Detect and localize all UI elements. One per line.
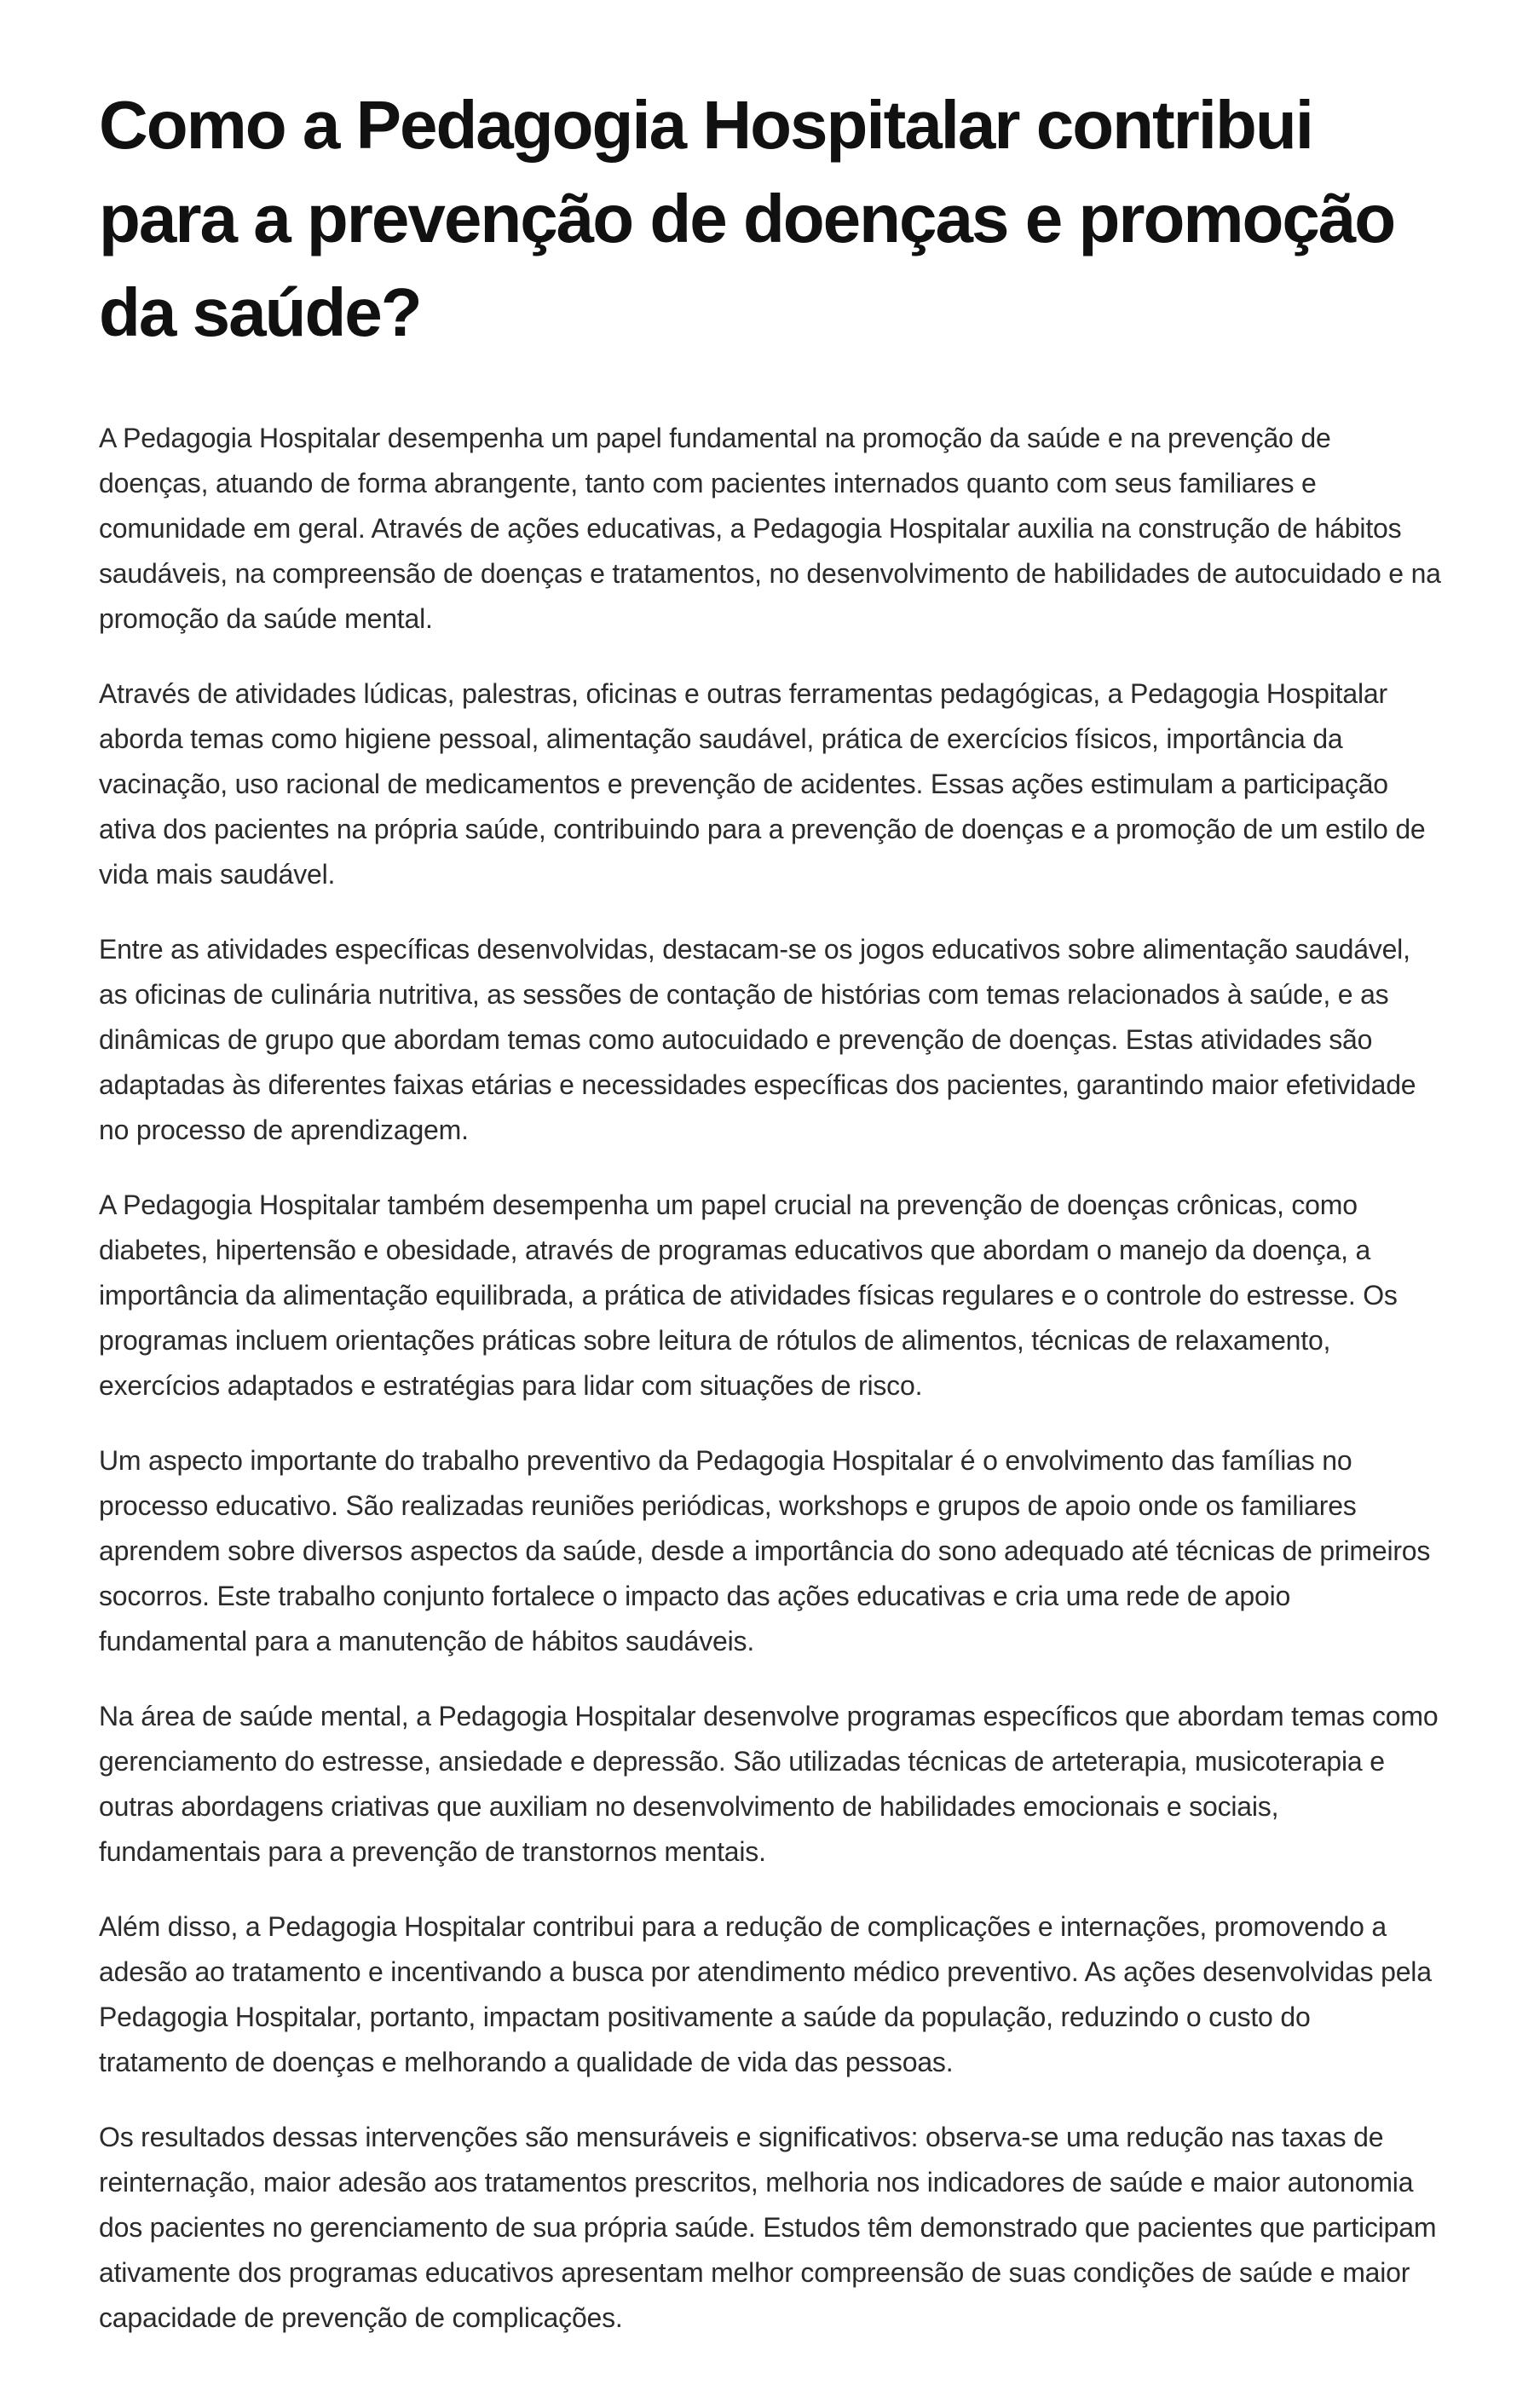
paragraph-8: Os resultados dessas intervenções são mensuráveis e significativos: observa-se uma redução nas taxas de reinternação, maior adesão aos tratamentos prescritos, melhoria nos indicadores de saúde e maior autonomia dos pacientes no gerenciamento de sua própria saúde. Estudos têm demonstrado que pacientes que participam ativamente dos programas educativos apresentam melhor compreensão de suas condições de saúde e maior capacidade de prevenção de complicações. [99,2122,1437,2333]
paragraph-2: Através de atividades lúdicas, palestras, oficinas e outras ferramentas pedagógicas, a Pedagogia Hospitalar aborda temas como higiene pessoal, alimentação saudável, prática de exercícios físicos, importância da vacinação, uso racional de medicamentos e prevenção de acidentes. Essas ações estimulam a participação ativa dos pacientes na própria saúde, contribuindo para a prevenção de doenças e a promoção de um estilo de vida mais saudável. [99,678,1426,890]
paragraph-4: A Pedagogia Hospitalar também desempenha um papel crucial na prevenção de doenças crônicas, como diabetes, hipertensão e obesidade, através de programas educativos que abordam o manejo da doença, a importância da alimentação equilibrada, a prática de atividades físicas regulares e o controle do estresse. Os programas incluem orientações práticas sobre leitura de rótulos de alimentos, técnicas de relaxamento, exercícios adaptados e estratégias para lidar com situações de risco. [99,1190,1398,1401]
article [99,78,1445,2341]
paragraph-5: Um aspecto importante do trabalho preventivo da Pedagogia Hospitalar é o envolvimento das famílias no processo educativo. São realizadas reuniões periódicas, workshops e grupos de apoio onde os familiares aprendem sobre diversos aspectos da saúde, desde a importância do sono adequado até técnicas de primeiros socorros. Este trabalho conjunto fortalece o impacto das ações educativas e cria uma rede de apoio fundamental para a manutenção de hábitos saudáveis. [99,1445,1431,1656]
paragraph-3: Entre as atividades específicas desenvolvidas, destacam-se os jogos educativos sobre alimentação saudável, as oficinas de culinária nutritiva, as sessões de contação de histórias com temas relacionados à saúde, e as dinâmicas de grupo que abordam temas como autocuidado e prevenção de doenças. Estas atividades são adaptadas às diferentes faixas etárias e necessidades específicas dos pacientes, garantindo maior efetividade no processo de aprendizagem. [99,934,1416,1145]
paragraph-6: Na área de saúde mental, a Pedagogia Hospitalar desenvolve programas específicos que abordam temas como gerenciamento do estresse, ansiedade e depressão. São utilizadas técnicas de arteterapia, musicoterapia e outras abordagens criativas que auxiliam no desenvolvimento de habilidades emocionais e sociais, fundamentais para a prevenção de transtornos mentais. [99,1701,1439,1867]
article-title: Como a Pedagogia Hospitalar contribui para a prevenção de doenças e promoção da saúde? [99,87,1395,350]
paragraph-1: A Pedagogia Hospitalar desempenha um papel fundamental na promoção da saúde e na prevenção de doenças, atuando de forma abrangente, tanto com pacientes internados quanto com seus familiares e comunidade em geral. Através de ações educativas, a Pedagogia Hospitalar auxilia na construção de hábitos saudáveis, na compreensão de doenças e tratamentos, no desenvolvimento de habilidades de autocuidado e na promoção da saúde mental. [99,423,1441,634]
paragraph-7: Além disso, a Pedagogia Hospitalar contribui para a redução de complicações e internações, promovendo a adesão ao tratamento e incentivando a busca por atendimento médico preventivo. As ações desenvolvidas pela Pedagogia Hospitalar, portanto, impactam positivamente a saúde da população, reduzindo o custo do tratamento de doenças e melhorando a qualidade de vida das pessoas. [99,1911,1432,2077]
article-body [99,416,1445,2341]
